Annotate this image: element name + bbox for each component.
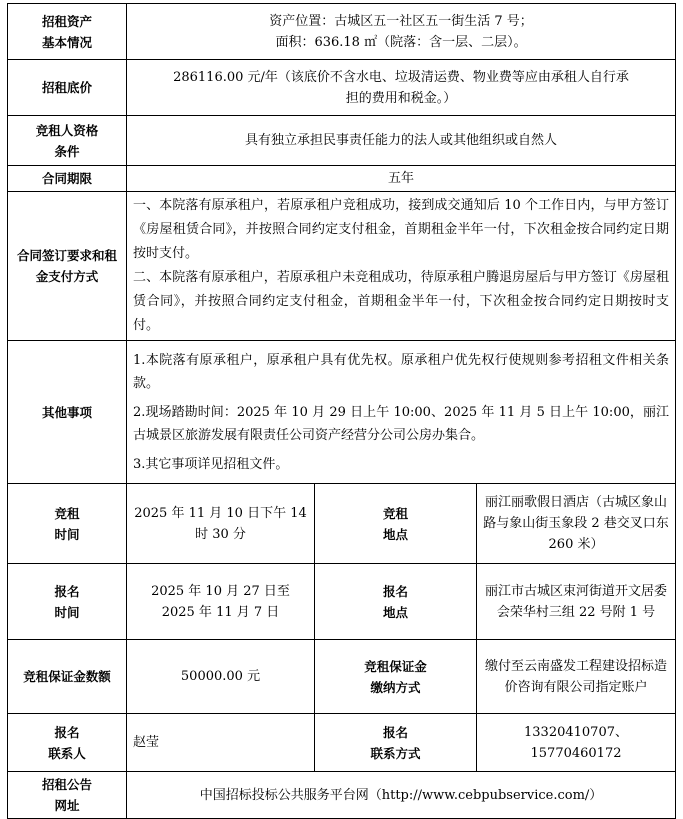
contact-person-label-line1: 报名 [54,724,80,740]
contact-method-label-line1: 报名 [382,724,408,740]
reg-place-value: 丽江市古城区束河街道开文居委会荣华村三组 22 号附 1 号 [477,564,676,640]
contract-label [8,192,127,341]
bid-place-label-line1: 竞租 [382,505,408,521]
row-base-price [8,60,676,116]
row-qualification [8,116,676,166]
contract-para-1: 一、本院落有原承租户，若原承租户竞租成功，接到成交通知后 10 个工作日内，与甲方签订《房屋租赁合同》，并按照合同约定支付租金，首期租金半年一付，下次租金按合同约定日期按时支付。 [133,198,670,261]
row-website [8,772,676,819]
row-contact [8,714,676,772]
bid-time-value: 2025 年 11 月 10 日下午 14 时 30 分 [127,484,315,564]
contact-person-label-line2: 联系人 [48,745,86,761]
website-label-line2: 网址 [54,798,80,813]
base-price-label: 招租底价 [8,60,127,116]
deposit-method-label-line2: 缴纳方式 [370,679,421,695]
reg-time-label-line1: 报名 [54,583,80,599]
qualification-label-line2: 条件 [54,143,80,159]
base-price-line1: 286116.00 元/年（该底价不含水电、垃圾清运费、物业费等应由承租人自行承 [173,69,629,85]
asset-area: 面积：636.18 ㎡（院落：含一层、二层）。 [275,34,527,50]
contact-person-label [8,714,127,772]
contact-method-label-line2: 联系方式 [370,745,421,761]
website-value: 中国招标投标公共服务平台网（http://www.cebpubservice.com/） [127,772,676,819]
row-other [8,341,676,484]
contact-method-value: 13320410707、15770460172 [477,714,676,772]
bid-time-label [8,484,127,564]
reg-place-label-line1: 报名 [382,583,408,599]
other-item-3: 3.其它事项详见招租文件。 [133,456,289,472]
row-asset [8,4,676,60]
asset-label-line2: 基本情况 [41,34,92,50]
bid-place-label [315,484,477,564]
qualification-label-line1: 竞租人资格 [35,122,99,138]
website-label [8,772,127,819]
bid-place-label-line2: 地点 [382,526,408,542]
row-registration [8,564,676,640]
term-label: 合同期限 [8,166,127,192]
lease-notice-table [7,3,675,819]
row-bidding [8,484,676,564]
asset-label [8,4,127,60]
deposit-method-label-line1: 竞租保证金 [364,658,427,674]
deposit-amount-label: 竞租保证金数额 [8,640,127,714]
row-term [8,166,676,192]
reg-time-label-line2: 时间 [54,604,80,620]
deposit-method-label [315,640,477,714]
reg-time-line1: 2025 年 10 月 27 日至 [151,583,290,599]
other-label: 其他事项 [8,341,127,484]
reg-time-label [8,564,127,640]
deposit-amount-value: 50000.00 元 [127,640,315,714]
contract-para-2: 二、本院落有原承租户，若原承租户未竞租成功，待原承租户腾退房屋后与甲方签订《房屋租赁合同》，并按照合同约定支付租金，首期租金半年一付，下次租金按合同约定日期按时支付。 [133,270,670,333]
qualification-label [8,116,127,166]
contact-method-label [315,714,477,772]
other-value [127,341,676,484]
base-price-value [127,60,676,116]
row-contract [8,192,676,341]
reg-time-line2: 2025 年 11 月 7 日 [161,604,280,620]
term-value: 五年 [127,166,676,192]
asset-value [127,4,676,60]
reg-time-value [127,564,315,640]
row-deposit [8,640,676,714]
qualification-value: 具有独立承担民事责任能力的法人或其他组织或自然人 [127,116,676,166]
reg-place-label-line2: 地点 [382,604,408,620]
website-label-line1: 招租公告 [41,777,92,792]
other-item-2: 2.现场踏勘时间：2025 年 10 月 29 日上午 10:00、2025 年 11 月 5 日上午 10:00，丽江古城景区旅游发展有限责任公司资产经营分公司公房办集合。 [133,404,670,443]
asset-location: 资产位置：古城区五一社区五一街生活 7 号； [269,13,533,29]
reg-place-label [315,564,477,640]
bid-time-label-line1: 竞租 [54,505,80,521]
base-price-line2: 担的费用和税金。） [345,90,457,106]
deposit-method-value: 缴付至云南盛发工程建设招标造价咨询有限公司指定账户 [477,640,676,714]
bid-time-label-line2: 时间 [54,526,80,542]
contract-label-line2: 金支付方式 [35,269,99,284]
contract-label-line1: 合同签订要求和租 [16,248,117,263]
contact-person-value: 赵莹 [127,714,315,772]
bid-place-value: 丽江丽歌假日酒店（古城区象山路与象山街玉象段 2 巷交叉口东 260 米） [477,484,676,564]
asset-label-line1: 招租资产 [41,13,92,29]
contract-value [127,192,676,341]
other-item-1: 1.本院落有原承租户，原承租户具有优先权。原承租户优先权行使规则参考招租文件相关条款。 [133,352,670,391]
